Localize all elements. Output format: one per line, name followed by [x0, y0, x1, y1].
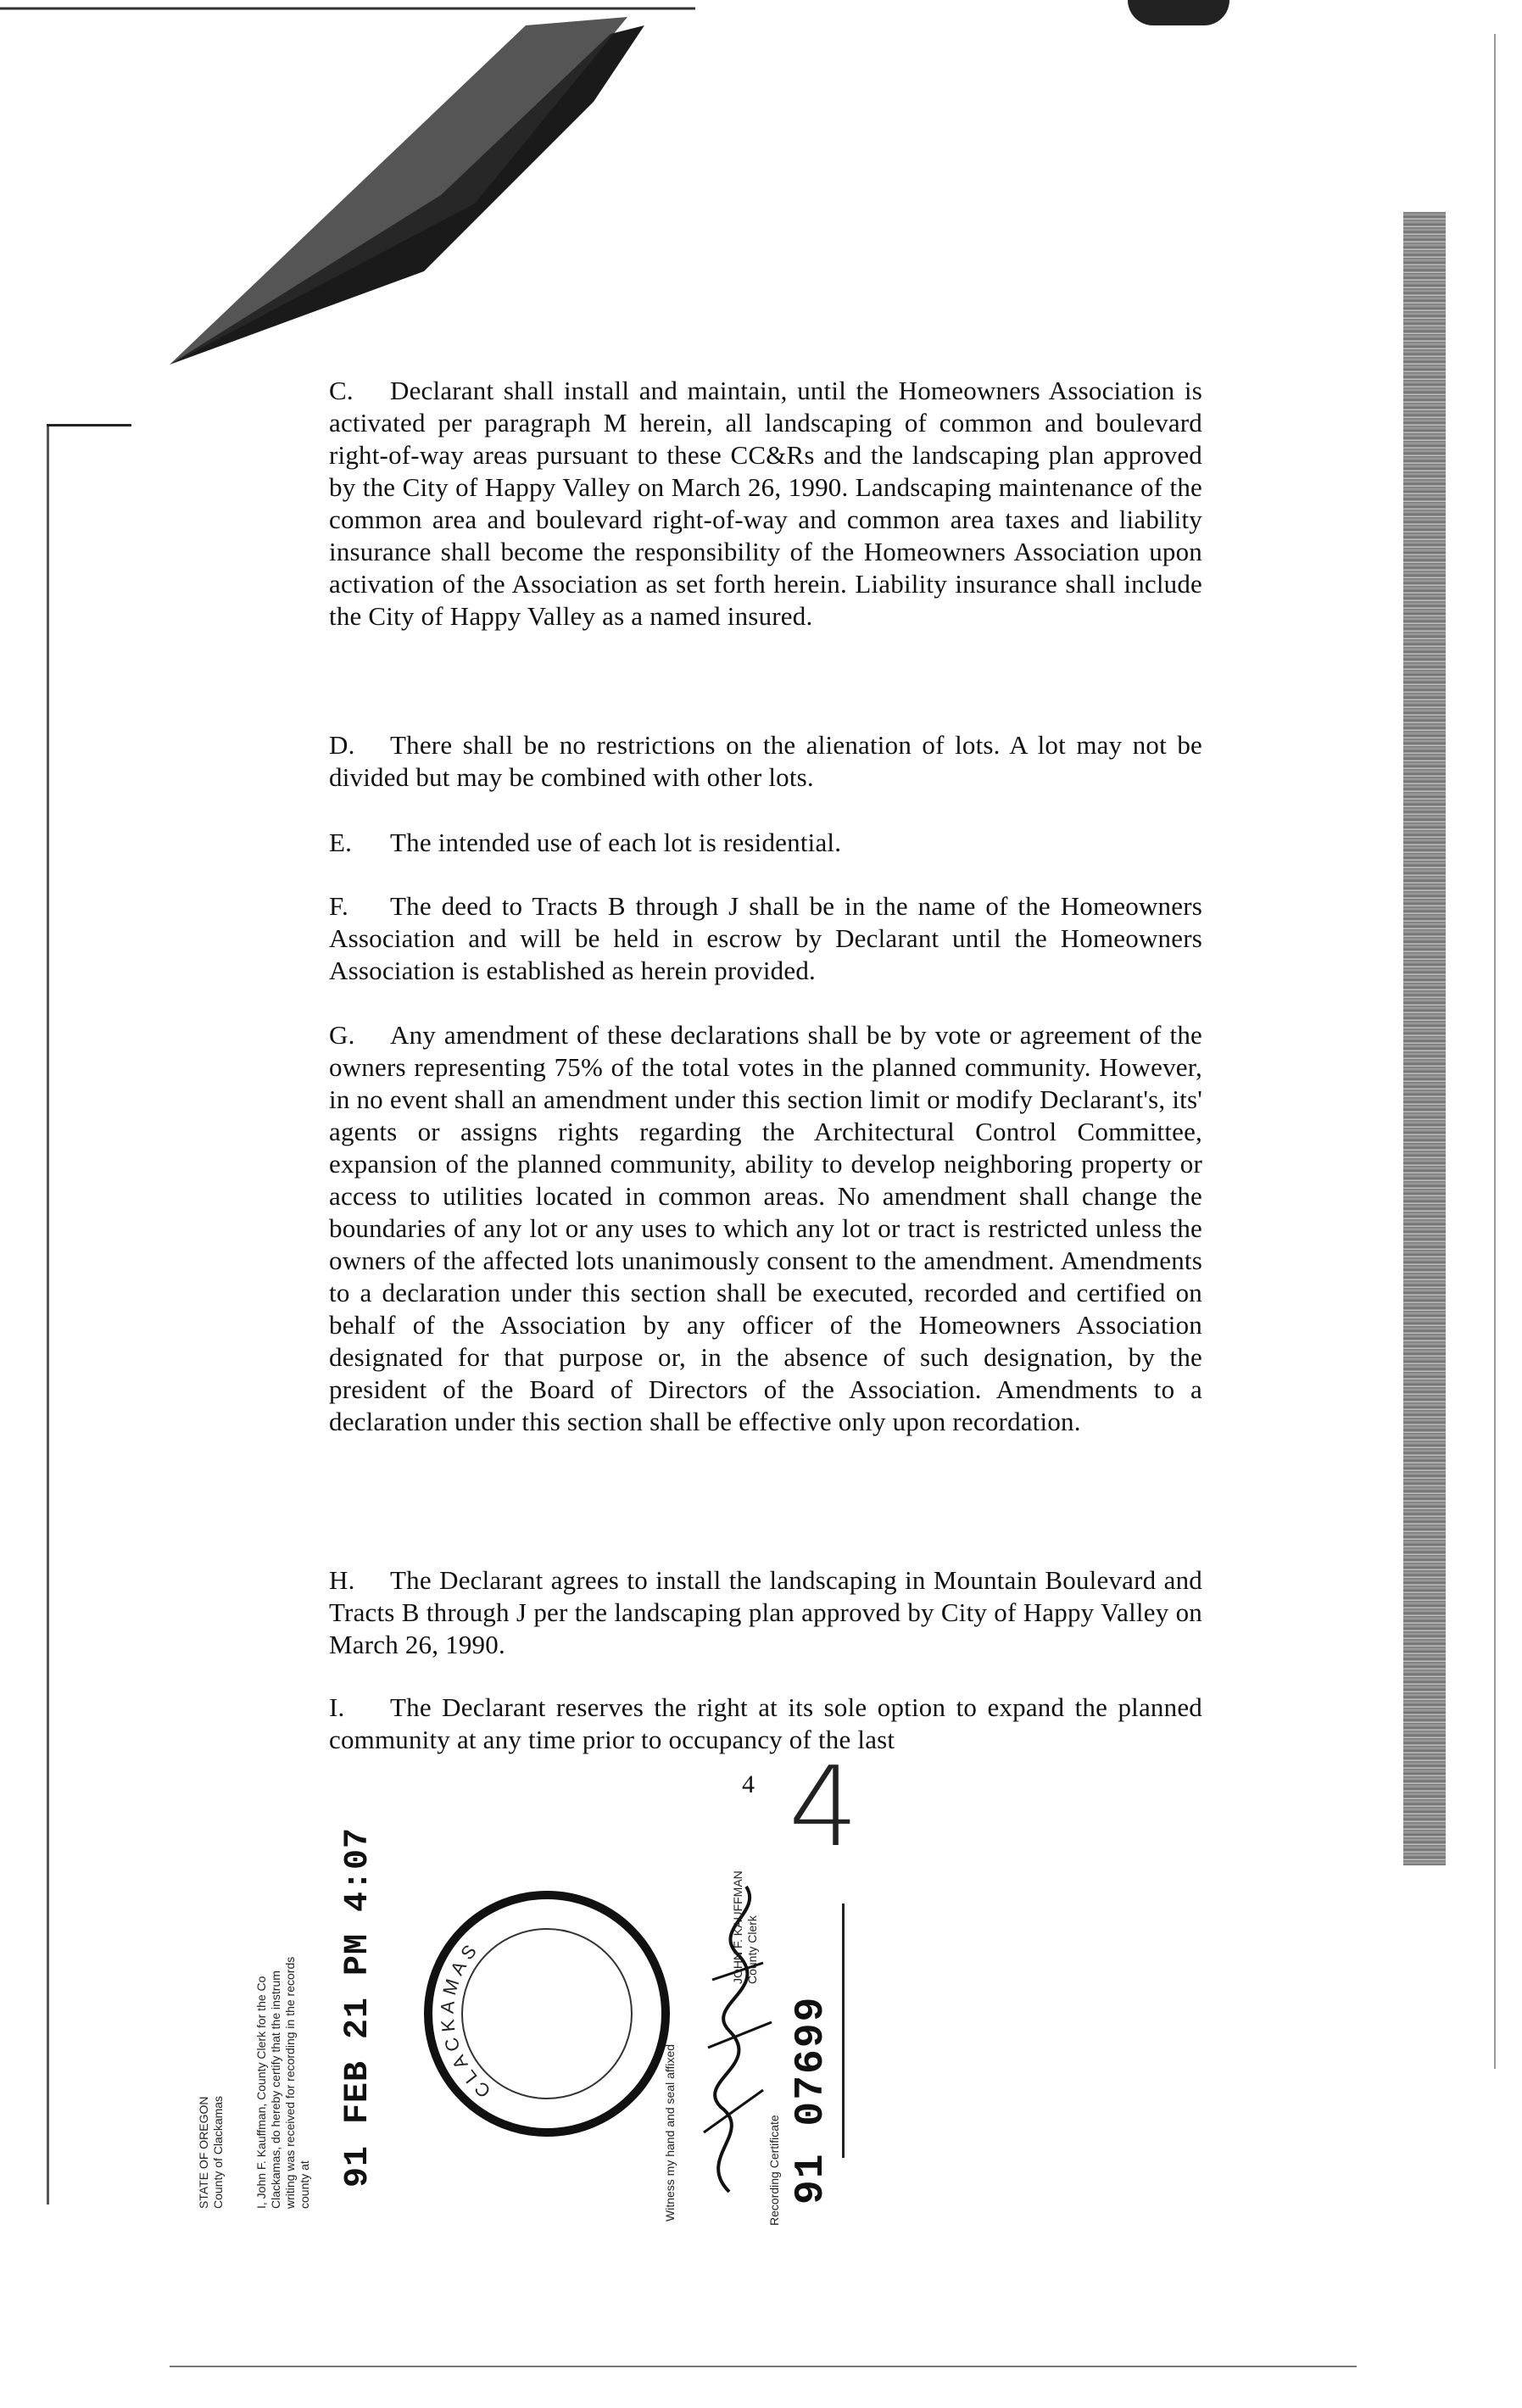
paragraph-label: E. — [329, 828, 353, 857]
paragraph-h — [329, 1564, 1202, 1661]
stamp-state-block — [197, 2096, 226, 2209]
paragraph-text: The Declarant agrees to install the landscaping in Mountain Boulevard and Tracts B through J per the landscaping plan approved by City of Happy Valley on March 26, 1990. — [329, 1565, 1202, 1659]
left-edge-bracket — [47, 424, 131, 426]
paragraph-label: C. — [329, 376, 354, 405]
stamp-timestamp: 91 FEB 21 PM 4:07 — [339, 1826, 377, 2188]
paragraph-text: There shall be no restrictions on the alienation of lots. A lot may not be divided but may be combined with other lots. — [329, 730, 1202, 792]
stamp-recording-certificate: Recording Certificate — [767, 2115, 781, 2226]
recording-number: 91 07699 — [789, 1995, 834, 2205]
paragraph-label: H. — [329, 1565, 355, 1595]
clerk-name: JOHN F. KAUFFMAN — [731, 1870, 744, 1984]
clackamas-county-seal — [420, 1887, 674, 2141]
top-edge-mark — [1128, 0, 1229, 25]
cert-line: writing was received for recording in the records — [283, 1956, 297, 2209]
stamp-clerk-block — [731, 1870, 760, 1984]
paragraph-i — [329, 1692, 1202, 1756]
paragraph-c — [329, 375, 1202, 633]
scan-corner-fold — [0, 0, 695, 382]
recording-vertical-rule — [842, 1904, 845, 2158]
paragraph-label: I. — [329, 1692, 345, 1722]
paragraph-g — [329, 1019, 1202, 1438]
paragraph-label: D. — [329, 730, 355, 760]
stamp-witness-line: Witness my hand and seal affixed — [663, 2043, 677, 2221]
cert-line: Clackamas, do hereby certify that the instrum — [269, 1970, 282, 2209]
stamp-county-line: County of Clackamas — [211, 2095, 225, 2209]
page-number: 4 — [742, 1770, 755, 1798]
paragraph-label: G. — [329, 1020, 355, 1050]
clerk-title: County Clerk — [745, 1915, 759, 1984]
paragraph-text: The deed to Tracts B through J shall be in the name of the Homeowners Association and will be held in escrow by Declarant until the Homeowners Association is established as herein provided. — [329, 891, 1202, 985]
stamp-certification — [254, 1957, 312, 2209]
paragraph-e — [329, 827, 1202, 859]
handwritten-page-number: 4 — [789, 1742, 859, 1871]
stamp-state-line: STATE OF OREGON — [197, 2096, 210, 2209]
right-edge-line — [1494, 34, 1496, 2069]
paragraph-label: F. — [329, 891, 348, 921]
seal-text: CLACKAMAS — [436, 1937, 495, 2103]
cert-line: I, John F. Kauffman, County Clerk for the Co — [254, 1976, 268, 2209]
cert-line: county at — [298, 2160, 311, 2209]
paragraph-text: Declarant shall install and maintain, until the Homeowners Association is activated per paragraph M herein, all landscaping of common and boulevard right-of-way areas pursuant to these CC&Rs and the landscaping plan approved by the City of Happy Valley on March 26, 1990. Landscaping maintenance of the common area and boulevard right-of-way and common area taxes and liability insurance shall become the responsibility of the Homeowners Association upon activation of the Association as set forth herein. Liability insurance shall include the City of Happy Valley as a named insured. — [329, 376, 1202, 631]
paragraph-f — [329, 890, 1202, 987]
paragraph-text: Any amendment of these declarations shall be by vote or agreement of the owners representing 75% of the total votes in the planned community. However, in no event shall an amendment under this section limit or modify Declarant's, its' agents or assigns rights regarding the Architectural Control Committee, expansion of the planned community, ability to develop neighboring property or access to utilities located in common areas. No amendment shall change the boundaries of any lot or any uses to which any lot or tract is restricted unless the owners of the affected lots unanimously consent to the amendment. Amendments to a declaration under this section shall be executed, recorded and certified on behalf of the Association by any officer of the Homeowners Association designated for that purpose or, in the absence of such designation, by the president of the Board of Directors of the Association. Amendments to a declaration under this section shall be effective only upon recordation. — [329, 1020, 1202, 1436]
right-edge-noise — [1403, 212, 1446, 1865]
bottom-edge-line — [170, 2366, 1357, 2367]
paragraph-text: The Declarant reserves the right at its sole option to expand the planned community at any time prior to occupancy of the last — [329, 1692, 1202, 1754]
paragraph-text: The intended use of each lot is residential. — [390, 828, 842, 857]
paragraph-d — [329, 729, 1202, 794]
left-edge-line — [47, 424, 49, 2205]
